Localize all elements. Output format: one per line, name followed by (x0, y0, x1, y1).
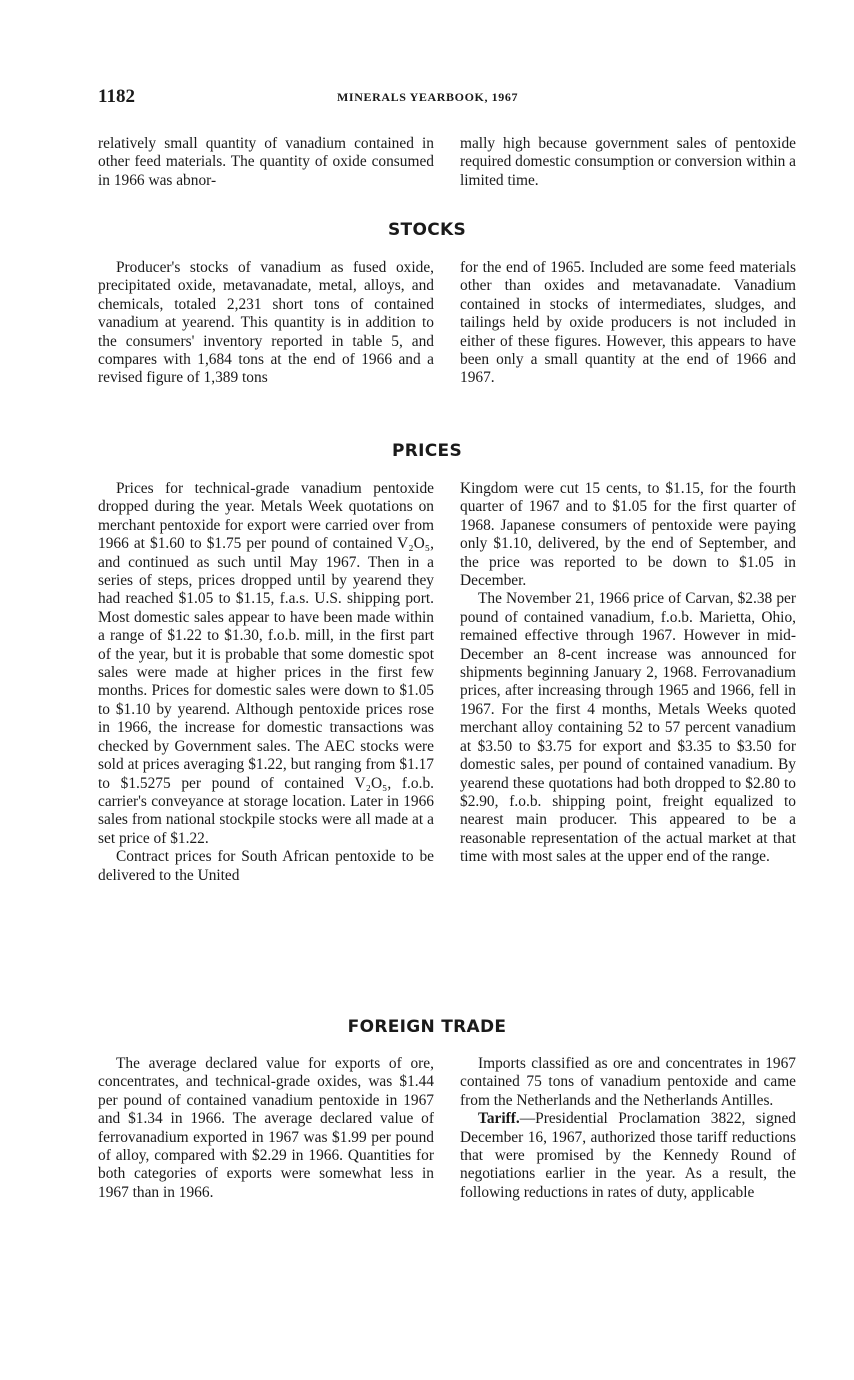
prices-right-column (460, 480, 796, 867)
running-head (98, 86, 798, 112)
prices-left-column (98, 480, 434, 885)
stocks-left-column (98, 259, 434, 388)
intro-left-paragraph: relatively small quantity of vanadium contained in other feed materials. The quantity of oxide consumed in 1966 was abnor- (98, 135, 434, 189)
intro-right-column (460, 135, 796, 190)
tariff-paragraph (460, 1110, 796, 1202)
prices-left-paragraph-1: Prices for technical-grade vanadium pentoxide dropped during the year. Metals Week quotations on merchant pentoxide for export were carried over from 1966 at $1.60 to $1.75 per pound of contained V₂O₅, and continued as such until May 1967. Then in a series of steps, prices dropped until by yearend they had reached $1.05 to $1.15, f.a.s. U.S. shipping port. Most domestic sales appear to have been made within a range of $1.22 to $1.30, f.o.b. mill, in the first part of the year, but it is probable that some domestic spot sales were made at higher prices in the first few months. Prices for domestic sales were down to $1.05 to $1.10 by yearend. Although pentoxide prices rose in 1966, the increase for domestic transactions was checked by Government sales. The AEC stocks were sold at prices averaging $1.22, but ranging from $1.17 to $1.5275 per pound of contained V₂O₅, f.o.b. carrier's conveyance at storage location. Later in 1966 sales from national stockpile stocks were all made at a set price of $1.22. (98, 480, 434, 847)
intro-right-paragraph: mally high because government sales of pentoxide required domestic consumption or conversion within a limited time. (460, 135, 796, 189)
stocks-left-paragraph: Producer's stocks of vanadium as fused oxide, precipitated oxide, metavanadate, metal, alloys, and chemicals, totaled 2,231 short tons of contained vanadium at yearend. This quantity is in addition to the consumers' inventory reported in table 5, and compares with 1,684 tons at the end of 1966 and a revised figure of 1,389 tons (98, 259, 434, 387)
tariff-run-in-heading: Tariff. (478, 1110, 520, 1128)
tariff-paragraph-text: —Presidential Proclamation 3822, signed December 16, 1967, authorized those tariff reductions that were promised by the Kennedy Round of negotiations earlier in the year. As a result, the following reductions in rates of duty, applicable (460, 1110, 796, 1201)
intro-left-column (98, 135, 434, 190)
page-number: 1182 (98, 86, 135, 107)
prices-heading: PRICES (391, 441, 462, 461)
foreign-trade-right-paragraph-1: Imports classified as ore and concentrates in 1967 contained 75 tons of vanadium pentoxide and came from the Netherlands and the Netherlands Antilles. (460, 1055, 796, 1109)
stocks-right-paragraph: for the end of 1965. Included are some feed materials other than oxides and metavanadate. Vanadium contained in stocks of intermediates, sludges, and tailings held by oxide producers is not included in either of these figures. However, this appears to have been only a small quantity at the end of 1966 and 1967. (460, 259, 796, 387)
foreign-trade-left-paragraph: The average declared value for exports of ore, concentrates, and technical-grade oxides, was $1.44 per pound of contained vanadium pentoxide in 1967 and $1.34 in 1966. The average declared value of ferrovanadium exported in 1967 was $1.99 per pound of alloy, compared with $2.29 in 1966. Quantities for both categories of exports were somewhat less in 1967 than in 1966. (98, 1055, 434, 1201)
foreign-trade-left-column (98, 1055, 434, 1202)
prices-right-paragraph-2: The November 21, 1966 price of Carvan, $2.38 per pound of contained vanadium, f.o.b. Marietta, Ohio, remained effective through 1967. However in mid-December an 8-cent increase was announced for shipments beginning January 2, 1968. Ferrovanadium prices, after increasing through 1965 and 1966, fell in 1967. For the first 4 months, Metals Weeks quoted merchant alloy containing 52 to 57 percent vanadium at $3.50 to $3.75 for export and $3.35 to $3.50 for domestic sales, per pound of contained vanadium. By yearend these quotations had both dropped to $2.80 to $2.90, f.o.b. shipping point, freight equalized to nearest main producer. This appeared to be a reasonable representation of the actual market at that time with most sales at the upper end of the range. (460, 590, 796, 866)
stocks-heading: STOCKS (388, 220, 466, 240)
foreign-trade-right-column (460, 1055, 796, 1202)
stocks-right-column (460, 259, 796, 388)
journal-title: MINERALS YEARBOOK, 1967 (337, 90, 519, 104)
prices-left-paragraph-2: Contract prices for South African pentoxide to be delivered to the United (98, 848, 434, 884)
foreign-trade-heading: FOREIGN TRADE (347, 1017, 507, 1037)
prices-right-paragraph-1: Kingdom were cut 15 cents, to $1.15, for the fourth quarter of 1967 and to $1.05 for the first quarter of 1968. Japanese consumers of pentoxide were paying only $1.10, delivered, by the end of September, and the price was reported to be down to $1.05 in December. (460, 480, 796, 590)
